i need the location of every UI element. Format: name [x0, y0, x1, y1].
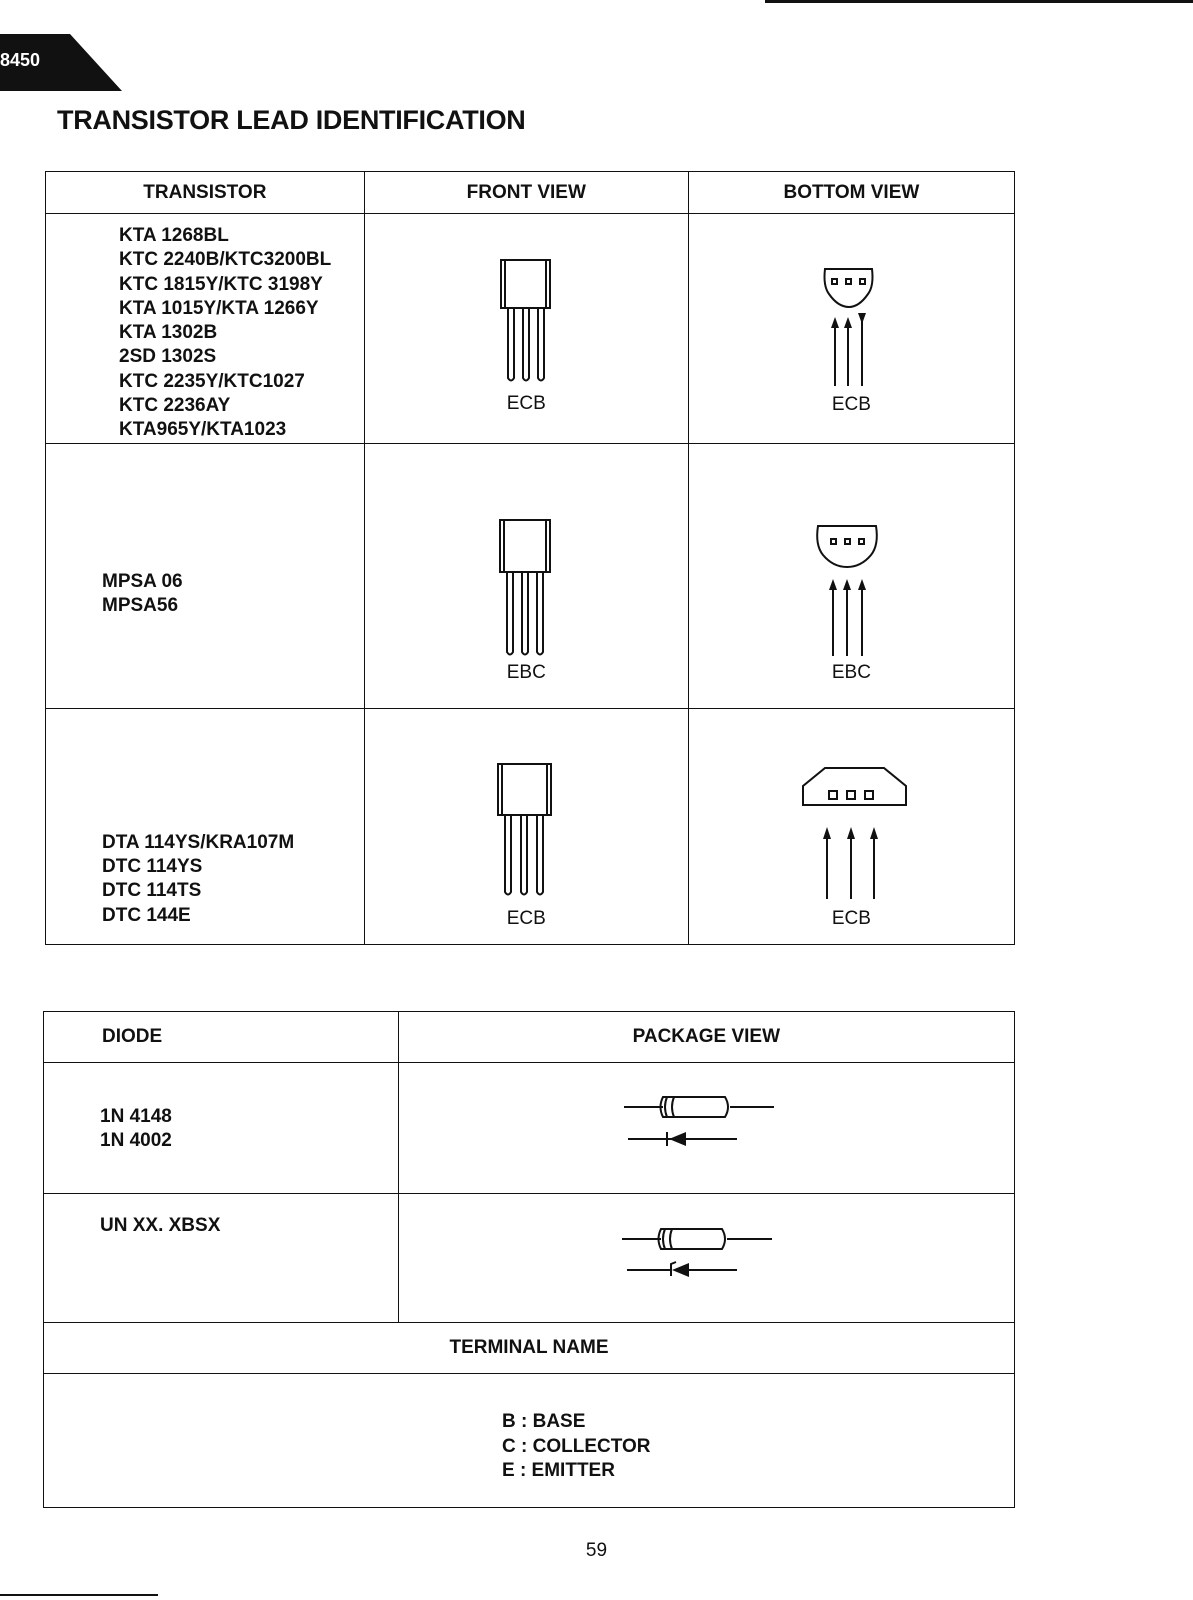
- part-number: KTA 1302B: [119, 322, 218, 344]
- header-diode: DIODE: [44, 1012, 399, 1063]
- part-number: KTC 1815Y/KTC 3198Y: [119, 273, 323, 295]
- terminal-collector: C : COLLECTOR: [502, 1435, 651, 1457]
- terminal-cell: [44, 1374, 1015, 1508]
- header-transistor: TRANSISTOR: [46, 172, 365, 214]
- diode-header-row: [44, 1012, 1015, 1063]
- part-number: MPSA56: [102, 594, 179, 616]
- diode-row: [44, 1194, 1015, 1323]
- bottom-view-cell: [688, 214, 1014, 444]
- part-list-cell: [46, 443, 365, 708]
- front-view-cell: [364, 708, 688, 944]
- diode-part-cell: [44, 1194, 399, 1323]
- part-number: KTC 2235Y/KTC1027: [119, 370, 305, 392]
- diode-row: [44, 1063, 1015, 1194]
- transistor-table: [45, 171, 1015, 945]
- part-list-cell: [46, 214, 365, 444]
- terminal-row: [44, 1374, 1015, 1508]
- bottom-lead-order: ECB: [831, 394, 871, 415]
- bottom-view-cell: [688, 443, 1014, 708]
- terminal-header-row: [44, 1323, 1015, 1374]
- page-title: TRANSISTOR LEAD IDENTIFICATION: [57, 105, 526, 135]
- diode-table: [43, 1011, 1015, 1508]
- terminal-base: B : BASE: [502, 1411, 586, 1432]
- front-lead-order: ECB: [506, 907, 546, 929]
- diode-part-cell: [44, 1063, 399, 1194]
- front-view-cell: [364, 443, 688, 708]
- part-number: 1N 4148: [100, 1106, 172, 1127]
- part-number: DTA 114YS/KRA107M: [102, 831, 295, 853]
- transistor-row: [46, 443, 1015, 708]
- part-number: KTA 1015Y/KTA 1266Y: [119, 297, 319, 319]
- part-number: KTA965Y/KTA1023: [119, 419, 287, 441]
- page-number: 59: [585, 1540, 608, 1561]
- part-number: UN XX. XBSX: [100, 1215, 221, 1236]
- front-view-cell: [364, 214, 688, 444]
- part-number: DTC 114YS: [102, 855, 203, 877]
- zener-package-icon: [399, 1194, 1055, 1322]
- diode-package-icon: [399, 1063, 1055, 1193]
- header-terminal-name: TERMINAL NAME: [44, 1323, 1015, 1374]
- part-number: MPSA 06: [102, 570, 183, 592]
- package-view-cell: [398, 1194, 1014, 1323]
- front-lead-order: ECB: [506, 393, 546, 414]
- part-number: 1N 4002: [100, 1130, 172, 1152]
- part-number: 2SD 1302S: [119, 346, 217, 368]
- terminal-emitter: E : EMITTER: [502, 1460, 615, 1481]
- part-number: KTA 1268BL: [119, 225, 229, 246]
- transistor-header-row: [46, 172, 1015, 214]
- top-rule: [765, 0, 1193, 3]
- bottom-lead-order: ECB: [831, 907, 871, 929]
- header-bottom-view: BOTTOM VIEW: [688, 172, 1014, 214]
- bottom-lead-order: EBC: [831, 661, 871, 683]
- part-number: DTC 144E: [102, 904, 191, 926]
- bottom-rule: [0, 1594, 158, 1596]
- page-tab-label: 8450: [0, 50, 41, 70]
- part-list-cell: [46, 708, 365, 944]
- part-number: KTC 2240B/KTC3200BL: [119, 249, 332, 271]
- transistor-row: [46, 214, 1015, 444]
- bottom-view-cell: [688, 708, 1014, 944]
- part-number: KTC 2236AY: [119, 395, 231, 417]
- header-front-view: FRONT VIEW: [364, 172, 688, 214]
- header-package-view: PACKAGE VIEW: [398, 1012, 1014, 1063]
- part-number: DTC 114TS: [102, 880, 202, 902]
- package-view-cell: [398, 1063, 1014, 1194]
- front-lead-order: EBC: [506, 661, 546, 683]
- transistor-row: [46, 708, 1015, 944]
